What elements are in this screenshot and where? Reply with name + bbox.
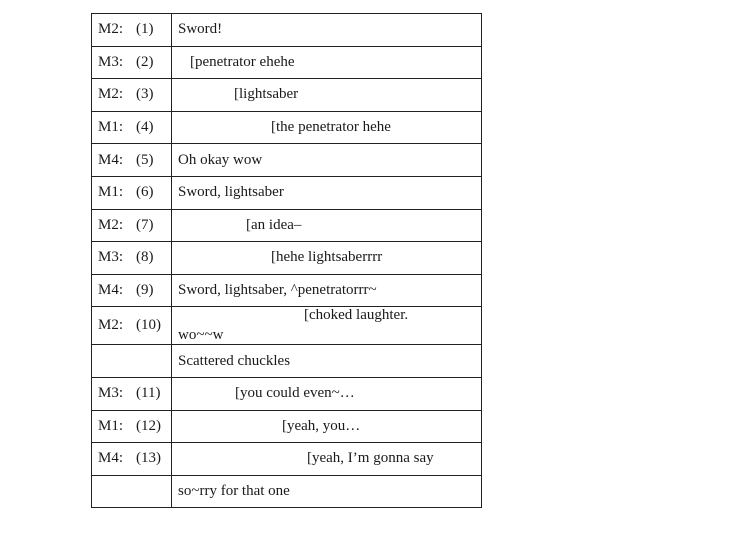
line-number: (10) — [136, 317, 161, 334]
transcript-body — [92, 14, 482, 508]
speaker-cell — [92, 274, 172, 307]
line-number: (11) — [136, 385, 161, 402]
transcript-row — [92, 46, 482, 79]
utterance-text: [lightsaber — [234, 86, 299, 103]
utterance-text: [choked laughter. — [304, 307, 409, 324]
speaker-label: M1: — [98, 417, 124, 434]
utterance-text: [yeah, I’m gonna say — [307, 450, 434, 467]
line-number: (12) — [136, 417, 161, 434]
speaker-label: M3: — [98, 249, 124, 266]
speaker-cell — [92, 111, 172, 144]
utterance-text: [penetrator ehehe — [190, 53, 295, 70]
utterance-text: [an idea– — [246, 216, 302, 233]
line-number: (6) — [136, 184, 154, 201]
utterance-cell — [172, 274, 482, 307]
speaker-label: M2: — [98, 216, 124, 233]
speaker-label: M1: — [98, 184, 124, 201]
transcript-row — [92, 79, 482, 112]
utterance-cell — [172, 242, 482, 275]
speaker-label: M2: — [98, 317, 124, 334]
transcript-row — [92, 176, 482, 209]
line-number: (9) — [136, 282, 154, 299]
line-number: (5) — [136, 151, 154, 168]
speaker-cell — [92, 242, 172, 275]
transcript-row — [92, 14, 482, 47]
transcript-row — [92, 144, 482, 177]
speaker-cell — [92, 79, 172, 112]
transcript-row — [92, 209, 482, 242]
utterance-text: Sword! — [178, 21, 223, 38]
speaker-label: M2: — [98, 21, 124, 38]
speaker-cell — [92, 345, 172, 378]
utterance-cell — [172, 410, 482, 443]
speaker-label: M1: — [98, 119, 124, 136]
utterance-cell — [172, 79, 482, 112]
line-number: (8) — [136, 249, 154, 266]
utterance-cell — [172, 14, 482, 47]
utterance-cell — [172, 144, 482, 177]
speaker-label: M4: — [98, 282, 124, 299]
utterance-text: [hehe lightsaberrrr — [271, 249, 383, 266]
line-number: (2) — [136, 53, 154, 70]
utterance-text: [yeah, you… — [282, 417, 361, 434]
utterance-cell — [172, 443, 482, 476]
utterance-text: Scattered chuckles — [178, 352, 291, 369]
speaker-cell — [92, 307, 172, 345]
line-number: (3) — [136, 86, 154, 103]
speaker-label: M2: — [98, 86, 124, 103]
utterance-text: [you could even~… — [235, 385, 355, 402]
speaker-cell — [92, 176, 172, 209]
transcript-row — [92, 475, 482, 508]
utterance-text: [the penetrator hehe — [271, 119, 391, 136]
transcript-row — [92, 443, 482, 476]
speaker-label: M4: — [98, 151, 124, 168]
utterance-cell — [172, 307, 482, 345]
utterance-cell — [172, 111, 482, 144]
speaker-cell — [92, 14, 172, 47]
transcript-row — [92, 345, 482, 378]
line-number: (7) — [136, 216, 154, 233]
speaker-cell — [92, 475, 172, 508]
transcript-row — [92, 111, 482, 144]
utterance-cell — [172, 209, 482, 242]
utterance-text: Sword, lightsaber, ^penetratorrr~ — [178, 282, 377, 299]
utterance-text: Sword, lightsaber — [178, 184, 284, 201]
utterance-text: Oh okay wow — [178, 151, 263, 168]
utterance-text: so~rry for that one — [178, 483, 290, 500]
transcript-table — [91, 13, 482, 508]
speaker-cell — [92, 377, 172, 410]
utterance-cell — [172, 377, 482, 410]
utterance-continuation: wo~~w — [178, 327, 224, 344]
transcript-row — [92, 274, 482, 307]
line-number: (13) — [136, 450, 161, 467]
speaker-label: M4: — [98, 450, 124, 467]
speaker-label: M3: — [98, 385, 124, 402]
speaker-cell — [92, 443, 172, 476]
line-number: (1) — [136, 21, 154, 38]
transcript-row — [92, 307, 482, 345]
line-number: (4) — [136, 119, 154, 136]
speaker-cell — [92, 46, 172, 79]
utterance-cell — [172, 176, 482, 209]
speaker-label: M3: — [98, 53, 124, 70]
utterance-cell — [172, 46, 482, 79]
utterance-cell — [172, 345, 482, 378]
speaker-cell — [92, 144, 172, 177]
speaker-cell — [92, 410, 172, 443]
transcript-row — [92, 410, 482, 443]
transcript-row — [92, 377, 482, 410]
utterance-cell — [172, 475, 482, 508]
speaker-cell — [92, 209, 172, 242]
transcript-row — [92, 242, 482, 275]
